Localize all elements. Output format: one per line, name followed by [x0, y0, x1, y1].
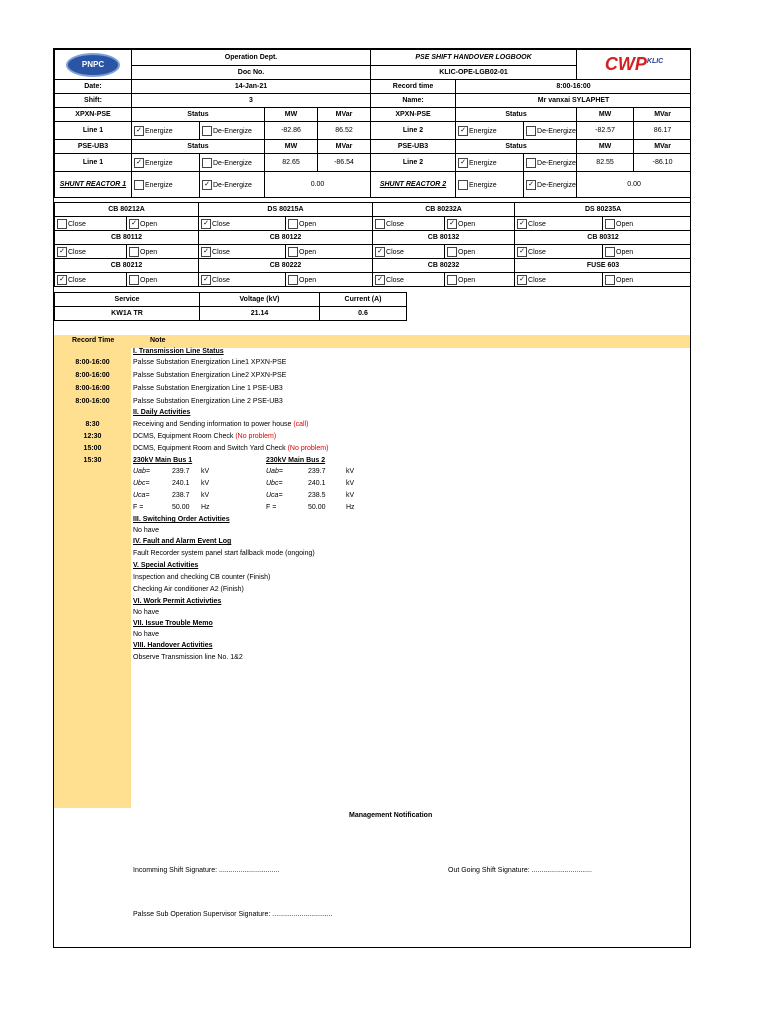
note-text: No have: [133, 609, 160, 616]
close-checkbox[interactable]: ✓ Close: [515, 217, 603, 231]
uab-label: Uab=: [133, 468, 150, 475]
section-heading: VI. Work Permit Activivties: [133, 598, 222, 605]
mvar-header: MVar: [318, 108, 371, 122]
time-column: [54, 348, 131, 808]
deenergize-checkbox[interactable]: De-Energize: [524, 154, 577, 172]
docno-value: KLIC-OPE-LGB02-01: [371, 66, 577, 80]
note-time: 12:30: [83, 433, 102, 440]
record-time-header: Record Time: [72, 337, 115, 344]
note-header: Note: [150, 337, 166, 344]
deenergize-checkbox[interactable]: De-Energize: [200, 122, 265, 140]
shunt-reactor-1-label: SHUNT REACTOR 1: [55, 172, 132, 198]
bus-1-frequency: 50.00: [172, 504, 190, 511]
status-header: Status: [456, 108, 577, 122]
section-heading: IV. Fault and Alarm Event Log: [133, 538, 232, 545]
current-label: Current (A): [320, 293, 407, 307]
kv-unit: kV: [201, 492, 210, 499]
energize-checkbox[interactable]: Energize: [456, 172, 524, 198]
status-header: Status: [456, 140, 577, 154]
bus-2-ubc: 240.1: [308, 480, 326, 487]
section-heading: VII. Issue Trouble Memo: [133, 620, 213, 627]
open-checkbox[interactable]: Open: [603, 273, 691, 287]
switch-name: CB 80232: [373, 259, 515, 273]
incoming-signature[interactable]: Incomming Shift Signature: ...............................: [133, 867, 280, 874]
line-mw-value: -82.86: [265, 122, 318, 140]
note-time: 8:00-16:00: [75, 372, 110, 379]
record-time-label: Record time: [371, 80, 456, 94]
line-mvar-value: -86.54: [318, 154, 371, 172]
switch-name: CB 80312: [515, 231, 691, 245]
open-checkbox[interactable]: ✓ Open: [127, 217, 199, 231]
switch-name: CB 80212A: [55, 203, 199, 217]
date-value: 14-Jan-21: [132, 80, 371, 94]
bus-2-heading: 230kV Main Bus 2: [266, 457, 326, 464]
kv-unit: kV: [346, 492, 355, 499]
note-text: No have: [133, 527, 160, 534]
section-heading: II. Daily Activities: [133, 409, 191, 416]
note-text: Palsse Substation Energization Line 2 PSE-UB3: [133, 398, 283, 405]
voltage-label: Voltage (kV): [200, 293, 320, 307]
mvar-header: MVar: [318, 140, 371, 154]
line-sub-label: Line 2: [371, 122, 456, 140]
open-checkbox[interactable]: Open: [127, 245, 199, 259]
line-sub-label: Line 1: [55, 122, 132, 140]
name-value: Mr vanxai SYLAPHET: [456, 94, 691, 108]
line-mw-value: 82.55: [577, 154, 634, 172]
bus-1-uca: 238.7: [172, 492, 190, 499]
note-text: Receiving and Sending information to power house (call): [133, 421, 309, 428]
line-sub-label: Line 1: [55, 154, 132, 172]
cwp-logo: $CWP^{KLIC}$: [577, 50, 691, 80]
management-notification: Management Notification: [349, 812, 433, 819]
line-mvar-value: -86.10: [634, 154, 691, 172]
line-mw-value: -82.57: [577, 122, 634, 140]
line-ub3-1-name: PSE-UB3: [55, 140, 132, 154]
close-checkbox[interactable]: ✓ Close: [55, 245, 127, 259]
bus-2-uca: 238.5: [308, 492, 326, 499]
energize-checkbox[interactable]: ✓ Energize: [132, 122, 200, 140]
line-xpxn-2-name: XPXN-PSE: [371, 108, 456, 122]
pnpc-logo: PNPC: [55, 50, 132, 80]
deenergize-checkbox[interactable]: ✓ De-Energize: [524, 172, 577, 198]
open-checkbox[interactable]: Open: [445, 273, 515, 287]
close-checkbox[interactable]: ✓ Close: [373, 273, 445, 287]
line-mvar-value: 86.17: [634, 122, 691, 140]
bus-2-frequency: 50.00: [308, 504, 326, 511]
close-checkbox[interactable]: ✓ Close: [373, 245, 445, 259]
open-checkbox[interactable]: Open: [127, 273, 199, 287]
note-time: 15:30: [83, 457, 102, 464]
section-heading: III. Switching Order Activities: [133, 516, 230, 523]
docno-label: Doc No.: [132, 66, 371, 80]
kv-unit: kV: [201, 468, 210, 475]
deenergize-checkbox[interactable]: De-Energize: [200, 154, 265, 172]
open-checkbox[interactable]: Open: [286, 245, 373, 259]
ubc-label: Ubc=: [133, 480, 150, 487]
shift-value: 3: [132, 94, 371, 108]
mvar-header: MVar: [634, 108, 691, 122]
bus-2-uab: 239.7: [308, 468, 326, 475]
name-label: Name:: [371, 94, 456, 108]
note-text: Fault Recorder system panel start fallback mode (ongoing): [133, 550, 315, 557]
switch-name: CB 80122: [199, 231, 373, 245]
switch-name: CB 80132: [373, 231, 515, 245]
close-checkbox[interactable]: Close: [55, 217, 127, 231]
energize-checkbox[interactable]: Energize: [132, 172, 200, 198]
note-time: 8:00-16:00: [75, 359, 110, 366]
voltage-value: 21.14: [200, 307, 320, 321]
note-text: No have: [133, 631, 160, 638]
note-time: 8:30: [85, 421, 100, 428]
note-text: Palsse Substation Energization Line 1 PSE-UB3: [133, 385, 283, 392]
kv-unit: kV: [346, 480, 355, 487]
note-text: Inspection and checking CB counter (Finish): [133, 574, 271, 581]
ubc-label: Ubc=: [266, 480, 283, 487]
shunt-reactor-2-value: 0.00: [577, 172, 691, 198]
open-checkbox[interactable]: Open: [603, 217, 691, 231]
close-checkbox[interactable]: ✓ Close: [199, 245, 286, 259]
open-checkbox[interactable]: Open: [286, 273, 373, 287]
section-heading: VIII. Handover Activities: [133, 642, 213, 649]
status-header: Status: [132, 108, 265, 122]
close-checkbox[interactable]: Close: [373, 217, 445, 231]
outgoing-signature[interactable]: Out Going Shift Signature: ...............................: [448, 867, 592, 874]
close-checkbox[interactable]: ✓ Close: [55, 273, 127, 287]
hz-unit: Hz: [201, 504, 210, 511]
line-sub-label: Line 2: [371, 154, 456, 172]
open-checkbox[interactable]: ✓ Open: [445, 217, 515, 231]
current-value: 0.6: [320, 307, 407, 321]
switch-name: CB 80232A: [373, 203, 515, 217]
bus-1-uab: 239.7: [172, 468, 190, 475]
status-header: Status: [132, 140, 265, 154]
note-time: 8:00-16:00: [75, 385, 110, 392]
logbook-title: PSE SHIFT HANDOVER LOGBOOK: [371, 50, 577, 66]
shift-label: Shift:: [55, 94, 132, 108]
header-table: [54, 49, 691, 198]
kv-unit: kV: [201, 480, 210, 487]
note-time: 15:00: [83, 445, 102, 452]
energize-checkbox[interactable]: ✓ Energize: [132, 154, 200, 172]
line-mw-value: 82.65: [265, 154, 318, 172]
close-checkbox[interactable]: ✓ Close: [199, 217, 286, 231]
mw-header: MW: [265, 108, 318, 122]
note-time: 8:00-16:00: [75, 398, 110, 405]
kv-unit: kV: [346, 468, 355, 475]
close-checkbox[interactable]: ✓ Close: [515, 245, 603, 259]
open-checkbox[interactable]: Open: [445, 245, 515, 259]
switch-table: [54, 202, 691, 287]
mvar-header: MVar: [634, 140, 691, 154]
switch-name: DS 80235A: [515, 203, 691, 217]
record-time-value: 8:00-16:00: [456, 80, 691, 94]
frequency-label: F =: [266, 504, 277, 511]
deenergize-checkbox[interactable]: ✓ De-Energize: [200, 172, 265, 198]
note-text: Palsse Substation Energization Line2 XPXN-PSE: [133, 372, 287, 379]
section-heading: I. Transmission Line Status: [133, 348, 224, 355]
energize-checkbox[interactable]: ✓ Energize: [456, 122, 524, 140]
supervisor-signature[interactable]: Palsse Sub Operation Supervisor Signature: ...............................: [133, 911, 333, 918]
bus-1-ubc: 240.1: [172, 480, 190, 487]
service-name: KW1A TR: [55, 307, 200, 321]
close-checkbox[interactable]: ✓ Close: [515, 273, 603, 287]
shunt-reactor-1-value: 0.00: [265, 172, 371, 198]
notes-header: [54, 335, 691, 348]
energize-checkbox[interactable]: ✓ Energize: [456, 154, 524, 172]
dept-label: Operation Dept.: [132, 50, 371, 66]
mw-header: MW: [577, 140, 634, 154]
switch-name: FUSE 603: [515, 259, 691, 273]
close-checkbox[interactable]: ✓ Close: [199, 273, 286, 287]
shunt-reactor-2-label: SHUNT REACTOR 2: [371, 172, 456, 198]
open-checkbox[interactable]: Open: [603, 245, 691, 259]
date-label: Date:: [55, 80, 132, 94]
line-mvar-value: 86.52: [318, 122, 371, 140]
service-label: Service: [55, 293, 200, 307]
note-text: Checking Air conditioner A2 (Finish): [133, 586, 244, 593]
mw-header: MW: [577, 108, 634, 122]
logbook-sheet: [53, 48, 691, 948]
switch-name: DS 80215A: [199, 203, 373, 217]
service-table: [54, 292, 407, 321]
switch-name: CB 80212: [55, 259, 199, 273]
note-text: Observe Transmission line No. 1&2: [133, 654, 243, 661]
hz-unit: Hz: [346, 504, 355, 511]
section-heading: V. Special Activities: [133, 562, 199, 569]
deenergize-checkbox[interactable]: De-Energize: [524, 122, 577, 140]
bus-1-heading: 230kV Main Bus 1: [133, 457, 193, 464]
uca-label: Uca=: [266, 492, 283, 499]
line-ub3-2-name: PSE-UB3: [371, 140, 456, 154]
uca-label: Uca=: [133, 492, 150, 499]
line-xpxn-1-name: XPXN-PSE: [55, 108, 132, 122]
note-text: DCMS, Equipment Room and Switch Yard Check (No problem): [133, 445, 329, 452]
note-text: Palsse Substation Energization Line1 XPXN-PSE: [133, 359, 287, 366]
switch-name: CB 80112: [55, 231, 199, 245]
open-checkbox[interactable]: Open: [286, 217, 373, 231]
note-text: DCMS, Equipment Room Check (No problem): [133, 433, 277, 440]
frequency-label: F =: [133, 504, 144, 511]
uab-label: Uab=: [266, 468, 283, 475]
switch-name: CB 80222: [199, 259, 373, 273]
mw-header: MW: [265, 140, 318, 154]
